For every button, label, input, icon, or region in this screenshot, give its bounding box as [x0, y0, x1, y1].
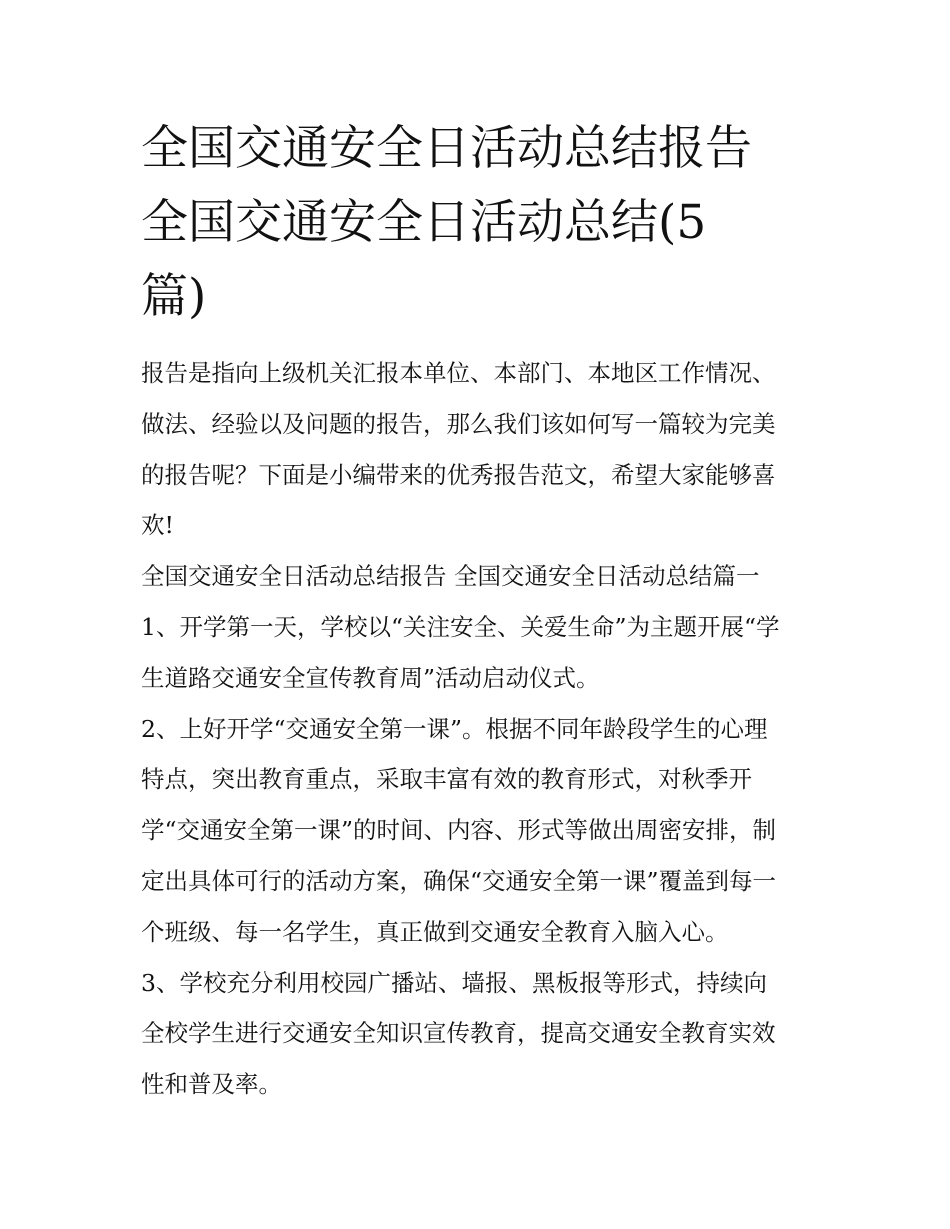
text-line: 学“交通安全第一课”的时间、内容、形式等做出周密安排，制: [141, 816, 777, 845]
text-line: 性和普及率。: [141, 1070, 282, 1099]
text-line: 生道路交通安全宣传教育周”活动启动仪式。: [141, 663, 600, 692]
text-line: 做法、经验以及问题的报告，那么我们该如何写一篇较为完美: [141, 409, 776, 438]
item-paragraph-3: [141, 958, 813, 1110]
title-line: 全国交通安全日活动总结报告: [141, 121, 752, 176]
text-line: 定出具体可行的活动方案，确保“交通安全第一课”覆盖到每一: [141, 866, 777, 895]
intro-paragraph: [141, 348, 813, 551]
text-line: 全校学生进行交通安全知识宣传教育，提高交通安全教育实效: [141, 1019, 776, 1048]
document-body: [141, 112, 813, 1110]
title-line: 全国交通安全日活动总结(5: [141, 195, 707, 250]
title-line: 篇): [141, 269, 207, 324]
text-line: 报告是指向上级机关汇报本单位、本部门、本地区工作情况、: [141, 359, 776, 387]
text-line: 2、上好开学“交通安全第一课”。根据不同年龄段学生的心理: [141, 714, 768, 743]
document-title: [141, 112, 801, 334]
text-line: 个班级、每一名学生，真正做到交通安全教育入脑入心。: [141, 917, 729, 946]
item-paragraph-2: [141, 704, 813, 958]
section-heading: [141, 551, 813, 602]
text-line: 全国交通安全日活动总结报告 全国交通安全日活动总结篇一: [141, 562, 760, 591]
text-line: 1、开学第一天，学校以“关注安全、关爱生命”为主题开展“学: [141, 612, 780, 641]
text-line: 特点，突出教育重点，采取丰富有效的教育形式，对秋季开: [141, 765, 752, 794]
text-line: 欢!: [141, 511, 174, 540]
text-line: 的报告呢？下面是小编带来的优秀报告范文，希望大家能够喜: [141, 460, 776, 489]
text-line: 3、学校充分利用校园广播站、墙报、黑板报等形式，持续向: [141, 968, 767, 997]
item-paragraph-1: [141, 602, 813, 704]
